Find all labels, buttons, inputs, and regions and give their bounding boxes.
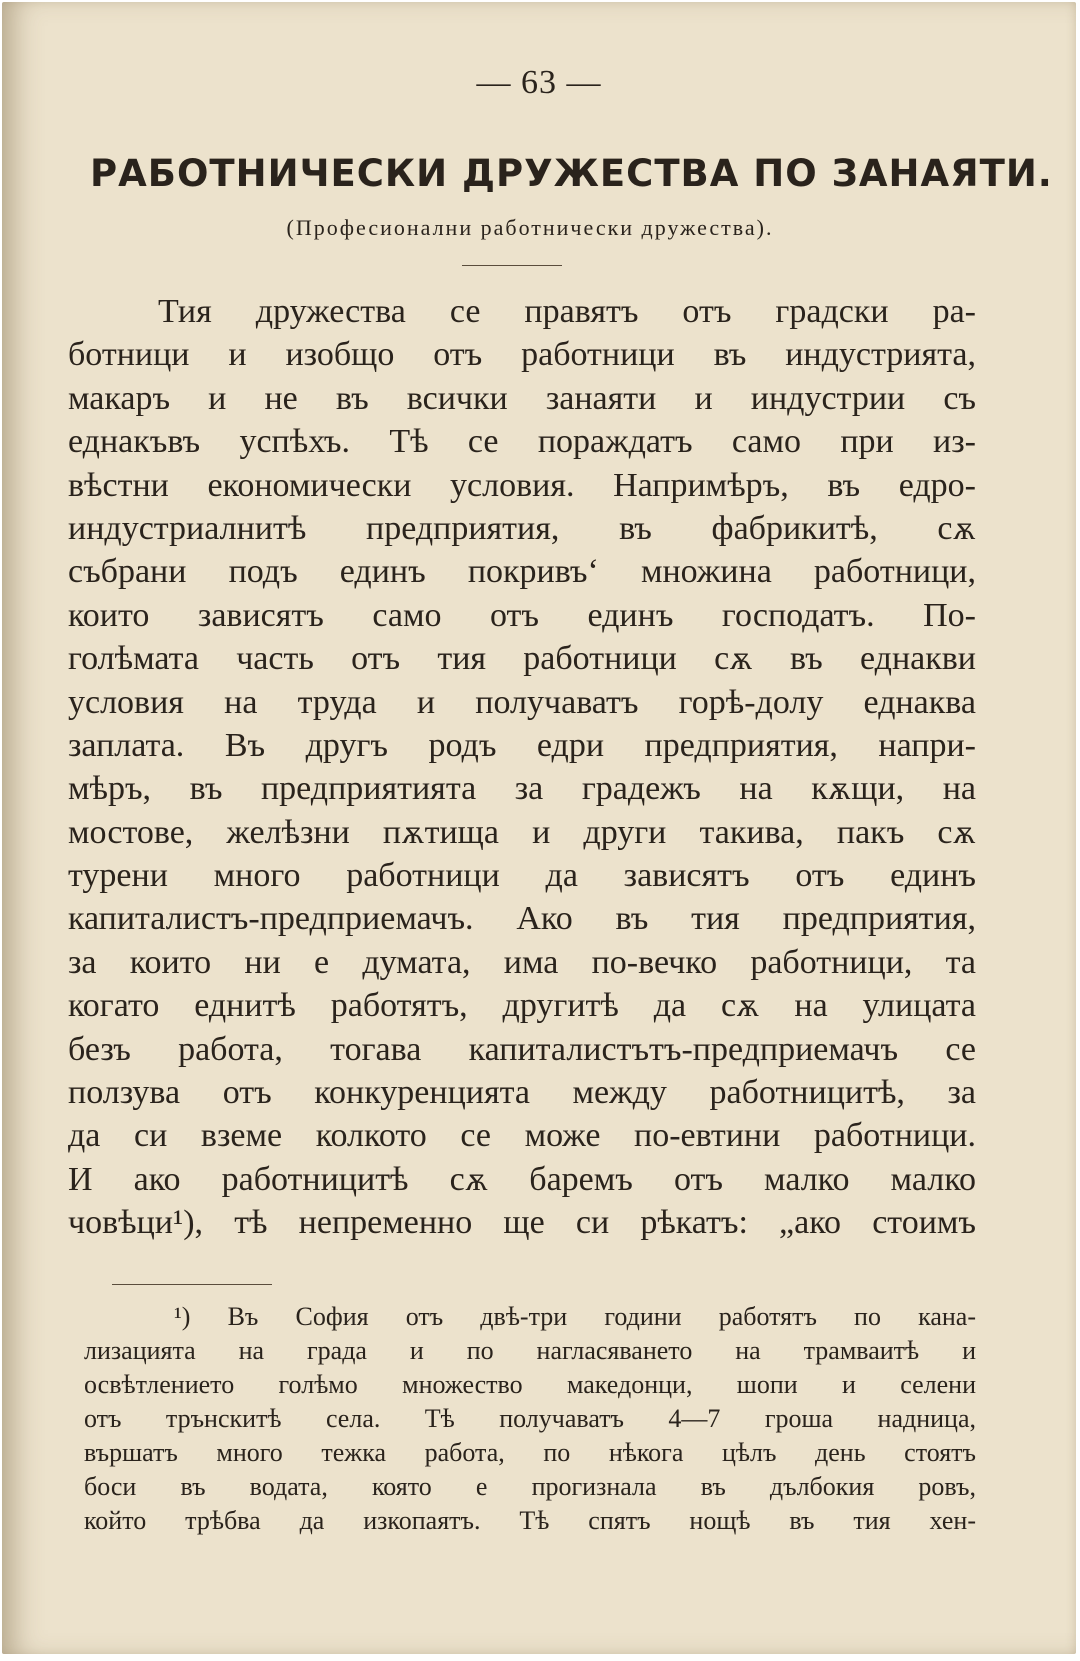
footnote-line: който трѣбва да изкопаятъ. Тѣ спятъ нощѣ въ тия хен- bbox=[84, 1506, 976, 1535]
footnote-line: боси въ водата, която е прогизнала въ дълбокия ровъ, bbox=[84, 1472, 976, 1501]
body-line: вѣстни економически условия. Напримѣръ, въ едро- bbox=[68, 466, 976, 504]
body-line: заплата. Въ другъ родъ едри предприятия, напри- bbox=[68, 726, 976, 764]
body-line: събрани подъ единъ покривъ‘ множина работници, bbox=[68, 553, 976, 591]
body-line: макаръ и не въ всички занаяти и индустрии съ bbox=[68, 379, 976, 417]
footnote-line: вършатъ много тежка работа, по нѣкога цѣлъ день стоятъ bbox=[84, 1438, 976, 1467]
footnote-line: отъ трънскитѣ села. Тѣ получаватъ 4—7 гроша надница, bbox=[84, 1404, 976, 1433]
body-line: които зависятъ само отъ единъ господатъ. По- bbox=[68, 596, 976, 634]
book-page bbox=[2, 2, 1076, 1654]
body-line: когато еднитѣ работятъ, другитѣ да сѫ на улицата bbox=[68, 987, 976, 1025]
title-divider bbox=[462, 265, 562, 266]
footnote-line: ¹) Въ София отъ двѣ-три години работятъ по кана- bbox=[174, 1302, 976, 1331]
body-line: еднакъвъ успѣхъ. Тѣ се пораждатъ само при из- bbox=[68, 423, 976, 461]
body-line: капиталистъ-предприемачъ. Ако въ тия предприятия, bbox=[68, 900, 976, 938]
body-line: човѣци¹), тѣ непременно ще си рѣкатъ: „ако стоимъ bbox=[68, 1204, 976, 1242]
body-line: ползува отъ конкуренцията между работницитѣ, за bbox=[68, 1074, 976, 1112]
footnote-line: лизацията на града и по нагласяването на трамваитѣ и bbox=[84, 1336, 976, 1365]
body-line: да си вземе колкото се може по-евтини работници. bbox=[68, 1117, 976, 1155]
body-line: ботници и изобщо отъ работници въ индустрията, bbox=[68, 336, 976, 374]
body-line: турени много работници да зависятъ отъ единъ bbox=[68, 857, 976, 895]
body-line: условия на труда и получаватъ горѣ-долу еднаква bbox=[68, 683, 976, 721]
body-line: мѣръ, въ предприятията за градежъ на кѫщи, на bbox=[68, 770, 976, 808]
page-number: — 63 — bbox=[476, 64, 602, 101]
footnote bbox=[84, 1300, 976, 1538]
body-line: голѣмата часть отъ тия работници сѫ въ еднакви bbox=[68, 640, 976, 678]
section-subtitle: (Професионални работнически дружества). bbox=[286, 215, 774, 240]
footnote-line: освѣтлението голѣмо множество македонци, шопи и селени bbox=[84, 1370, 976, 1399]
body-text bbox=[68, 290, 976, 1245]
footnote-divider bbox=[112, 1284, 272, 1285]
body-line: индустриалнитѣ предприятия, въ фабрикитѣ, сѫ bbox=[68, 509, 976, 547]
body-line: за които ни е думата, има по-вечко работници, та bbox=[68, 943, 976, 981]
section-title: РАБОТНИЧЕСКИ ДРУЖЕСТВА ПО ЗАНАЯТИ. bbox=[90, 152, 1053, 195]
body-line: безъ работа, тогава капиталистътъ-предприемачъ се bbox=[68, 1030, 976, 1068]
body-line: Тия дружества се правятъ отъ градски ра- bbox=[158, 293, 976, 330]
body-line: мостове, желѣзни пѫтища и други такива, пакъ сѫ bbox=[68, 813, 976, 851]
body-line: И ако работницитѣ сѫ баремъ отъ малко малко bbox=[68, 1160, 976, 1198]
